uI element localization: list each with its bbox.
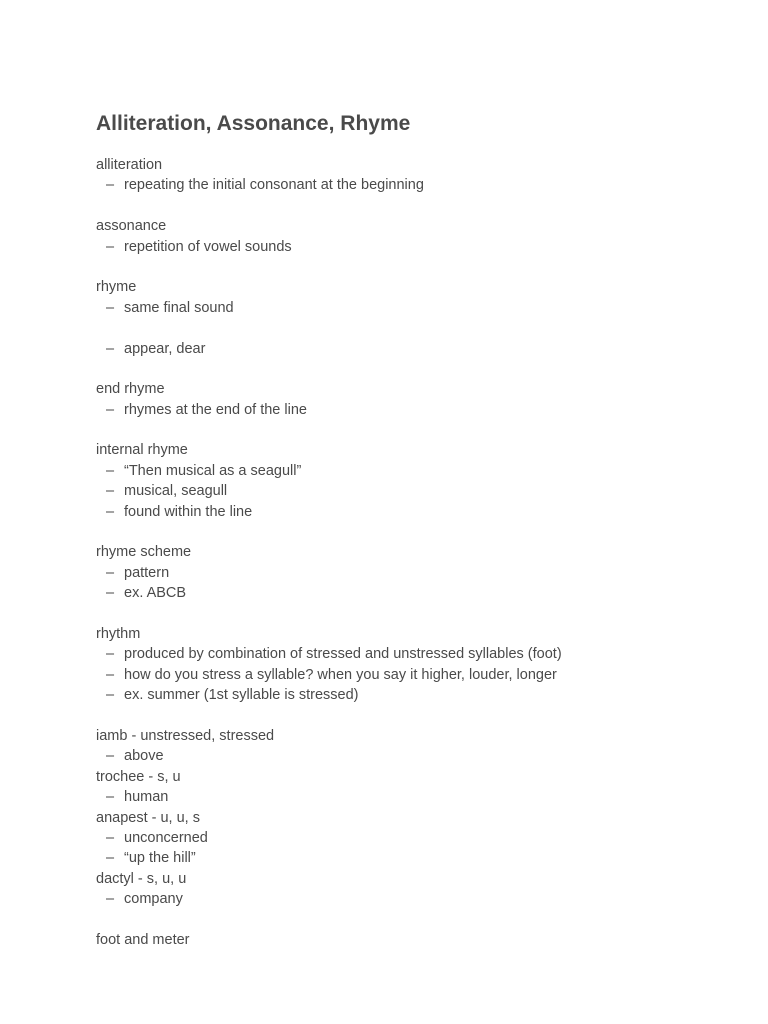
bullet-item: [96, 746, 716, 766]
term-heading: [96, 726, 716, 746]
bullet-text: company: [124, 891, 183, 908]
bullet-item: [96, 828, 716, 848]
dash-bullet-icon: –: [106, 666, 115, 683]
term-text: anapest - u, u, s: [96, 809, 200, 826]
term-text: rhyme: [96, 279, 137, 296]
blank-line: [96, 196, 716, 216]
blank-line: [96, 420, 716, 440]
bullet-text: ex. summer (1st syllable is stressed): [124, 687, 359, 704]
term-heading: [96, 216, 716, 236]
bullet-item: [96, 665, 716, 685]
dash-bullet-icon: –: [106, 829, 115, 846]
bullet-item: [96, 685, 716, 705]
document-title: Alliteration, Assonance, Rhyme: [96, 112, 411, 135]
term-heading: [96, 155, 716, 175]
blank-line: [96, 522, 716, 542]
bullet-text: human: [124, 789, 169, 806]
dash-bullet-icon: –: [106, 483, 115, 500]
document-body: [96, 155, 716, 950]
dash-bullet-icon: –: [106, 177, 115, 194]
term-text: assonance: [96, 218, 167, 235]
bullet-text: above: [124, 748, 164, 765]
bullet-text: produced by combination of stressed and unstressed syllables (foot): [124, 646, 562, 663]
dash-bullet-icon: –: [106, 340, 115, 357]
title-spacer: [96, 138, 716, 155]
bullet-item: [96, 848, 716, 868]
bullet-item: [96, 481, 716, 501]
dash-bullet-icon: –: [106, 401, 115, 418]
bullet-item: [96, 461, 716, 481]
term-heading: [96, 624, 716, 644]
dash-bullet-icon: –: [106, 850, 115, 867]
dash-bullet-icon: –: [106, 503, 115, 520]
bullet-text: “Then musical as a seagull”: [124, 462, 302, 479]
dash-bullet-icon: –: [106, 462, 115, 479]
blank-line: [96, 604, 716, 624]
term-text: internal rhyme: [96, 442, 188, 459]
bullet-item: [96, 175, 716, 195]
document-page: [96, 110, 716, 950]
bullet-text: ex. ABCB: [124, 585, 187, 602]
bullet-item: [96, 298, 716, 318]
bullet-text: rhymes at the end of the line: [124, 401, 307, 418]
term-text: iamb - unstressed, stressed: [96, 727, 275, 744]
dash-bullet-icon: –: [106, 646, 115, 663]
bullet-item: [96, 339, 716, 359]
bullet-text: unconcerned: [124, 829, 208, 846]
term-heading: [96, 277, 716, 297]
term-heading: [96, 379, 716, 399]
bullet-text: how do you stress a syllable? when you say it higher, louder, longer: [124, 666, 557, 683]
bullet-text: repetition of vowel sounds: [124, 238, 292, 255]
blank-line: [96, 318, 716, 338]
bullet-text: “up the hill”: [124, 850, 196, 867]
bullet-item: [96, 644, 716, 664]
bullet-text: same final sound: [124, 299, 234, 316]
term-text: foot and meter: [96, 931, 190, 948]
blank-line: [96, 359, 716, 379]
bullet-item: [96, 889, 716, 909]
term-heading: [96, 808, 716, 828]
term-heading: [96, 767, 716, 787]
dash-bullet-icon: –: [106, 564, 115, 581]
bullet-text: appear, dear: [124, 340, 206, 357]
dash-bullet-icon: –: [106, 748, 115, 765]
dash-bullet-icon: –: [106, 687, 115, 704]
dash-bullet-icon: –: [106, 238, 115, 255]
bullet-text: musical, seagull: [124, 483, 228, 500]
term-text: alliteration: [96, 157, 163, 173]
dash-bullet-icon: –: [106, 585, 115, 602]
term-text: rhythm: [96, 625, 141, 642]
blank-line: [96, 257, 716, 277]
bullet-item: [96, 583, 716, 603]
bullet-text: found within the line: [124, 503, 253, 520]
term-text: dactyl - s, u, u: [96, 870, 187, 887]
term-text: trochee - s, u: [96, 768, 181, 785]
bullet-item: [96, 502, 716, 522]
term-text: rhyme scheme: [96, 544, 192, 561]
dash-bullet-icon: –: [106, 299, 115, 316]
term-text: end rhyme: [96, 381, 165, 398]
blank-line: [96, 706, 716, 726]
bullet-text: pattern: [124, 564, 170, 581]
bullet-item: [96, 400, 716, 420]
term-heading: [96, 542, 716, 562]
term-heading: [96, 930, 716, 950]
dash-bullet-icon: –: [106, 891, 115, 908]
dash-bullet-icon: –: [106, 789, 115, 806]
bullet-item: [96, 563, 716, 583]
bullet-text: repeating the initial consonant at the beginning: [124, 177, 424, 194]
term-heading: [96, 440, 716, 460]
bullet-item: [96, 237, 716, 257]
blank-line: [96, 909, 716, 929]
bullet-item: [96, 787, 716, 807]
term-heading: [96, 869, 716, 889]
